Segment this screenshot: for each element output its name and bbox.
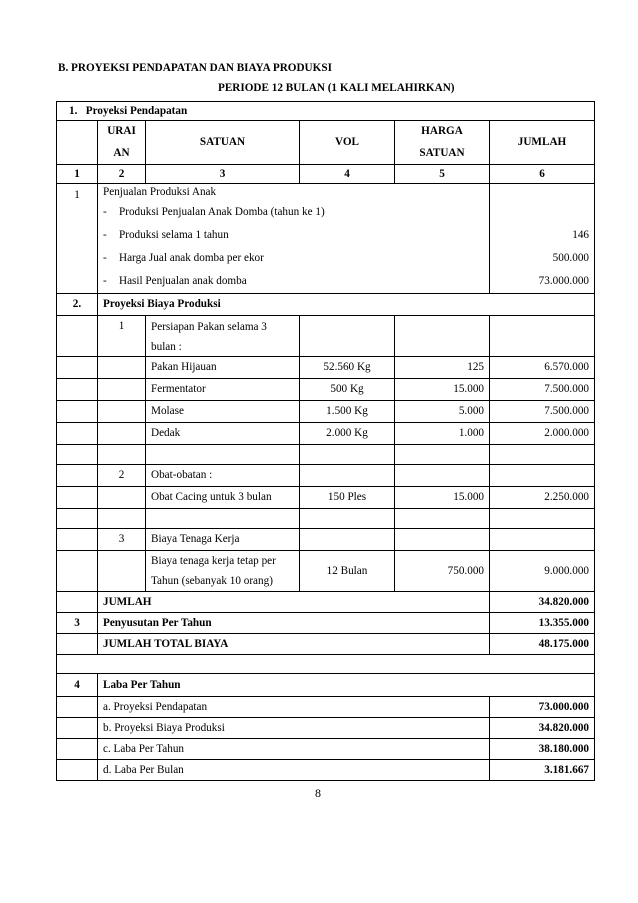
profit-row bbox=[57, 697, 595, 718]
cost-price: 750.000 bbox=[395, 551, 490, 592]
cost-total: 6.570.000 bbox=[490, 357, 595, 379]
group3-header-row bbox=[57, 529, 595, 551]
cost-total: 2.000.000 bbox=[490, 423, 595, 445]
total-row bbox=[57, 634, 595, 655]
section1-label: Proyeksi Pendapatan bbox=[85, 104, 188, 117]
section-heading: B. PROYEKSI PENDAPATAN DAN BIAYA PRODUKSI bbox=[58, 62, 332, 74]
header-uraian-1: URAI bbox=[98, 121, 146, 143]
column-number-row bbox=[57, 165, 595, 184]
header-harga-2: SATUAN bbox=[395, 143, 490, 165]
header-harga-1: HARGA bbox=[395, 121, 490, 143]
income-value: 73.000.000 bbox=[538, 275, 589, 287]
period-subheading: PERIODE 12 BULAN (1 KALI MELAHIRKAN) bbox=[218, 82, 455, 94]
cost-vol: 12 Bulan bbox=[300, 551, 395, 592]
income-row: 1 Penjualan Produksi Anak - Produksi Penjualan Anak Domba (tahun ke 1) - Produksi selama 1 tahun - Harga Jual anak domba per ekor - Hasil Penjualan anak domba 146 500.000 73.000.000 bbox=[57, 184, 595, 294]
profit-row-value: 34.820.000 bbox=[490, 718, 595, 739]
income-title: Penjualan Produksi Anak bbox=[103, 186, 217, 198]
jumlah-label: JUMLAH bbox=[98, 592, 490, 613]
cost-row bbox=[57, 551, 595, 592]
cost-name: Dedak bbox=[146, 423, 300, 445]
page-number: 8 bbox=[315, 786, 321, 800]
cost-vol: 1.500 Kg bbox=[300, 401, 395, 423]
group3-title: Biaya Tenaga Kerja bbox=[146, 529, 300, 551]
group1-title: Persiapan Pakan selama 3 bbox=[151, 321, 267, 333]
group1-header-row bbox=[57, 316, 595, 357]
cost-price: 125 bbox=[395, 357, 490, 379]
profit-row-value: 3.181.667 bbox=[490, 760, 595, 781]
jumlah-value: 34.820.000 bbox=[490, 592, 595, 613]
section2-label: Proyeksi Biaya Produksi bbox=[98, 294, 595, 316]
projection-table bbox=[56, 101, 595, 781]
profit-row-value: 38.180.000 bbox=[490, 739, 595, 760]
profit-header-row bbox=[57, 674, 595, 697]
header-satuan: SATUAN bbox=[146, 121, 300, 165]
cost-row bbox=[57, 401, 595, 423]
cost-name: Molase bbox=[146, 401, 300, 423]
total-value: 48.175.000 bbox=[490, 634, 595, 655]
cost-vol: 500 Kg bbox=[300, 379, 395, 401]
profit-row bbox=[57, 760, 595, 781]
cost-name: Biaya tenaga kerja tetap per bbox=[151, 555, 276, 567]
group2-title: Obat-obatan : bbox=[146, 465, 300, 487]
profit-row-value: 73.000.000 bbox=[490, 697, 595, 718]
depreciation-value: 13.355.000 bbox=[490, 613, 595, 634]
profit-row-label: b. Proyeksi Biaya Produksi bbox=[98, 718, 490, 739]
group3-num: 3 bbox=[98, 529, 146, 551]
profit-row-label: c. Laba Per Tahun bbox=[98, 739, 490, 760]
group2-header-row bbox=[57, 465, 595, 487]
profit-row bbox=[57, 739, 595, 760]
cost-price: 15.000 bbox=[395, 379, 490, 401]
depreciation-num: 3 bbox=[57, 613, 98, 634]
jumlah-row bbox=[57, 592, 595, 613]
section2-num: 2. bbox=[57, 294, 98, 316]
profit-num: 4 bbox=[57, 674, 98, 697]
cost-total: 9.000.000 bbox=[490, 551, 595, 592]
spacer-row bbox=[57, 509, 595, 529]
income-value: 500.000 bbox=[552, 252, 589, 264]
group1-title: bulan : bbox=[151, 341, 182, 353]
cost-row bbox=[57, 379, 595, 401]
income-line: Harga Jual anak domba per ekor bbox=[119, 252, 264, 264]
cost-price: 15.000 bbox=[395, 487, 490, 509]
cost-vol: 2.000 Kg bbox=[300, 423, 395, 445]
header-jumlah: JUMLAH bbox=[490, 121, 595, 165]
cost-price: 5.000 bbox=[395, 401, 490, 423]
spacer-row bbox=[57, 655, 595, 674]
profit-label: Laba Per Tahun bbox=[98, 674, 595, 697]
cost-vol: 52.560 Kg bbox=[300, 357, 395, 379]
header-uraian-2: AN bbox=[98, 143, 146, 165]
profit-row-label: d. Laba Per Bulan bbox=[98, 760, 490, 781]
cost-name: Tahun (sebanyak 10 orang) bbox=[151, 575, 273, 587]
section1-num: 1. bbox=[69, 104, 78, 117]
depreciation-label: Penyusutan Per Tahun bbox=[98, 613, 490, 634]
colnum: 3 bbox=[146, 165, 300, 184]
cost-total: 7.500.000 bbox=[490, 401, 595, 423]
cost-name: Pakan Hijauan bbox=[146, 357, 300, 379]
income-value: 146 bbox=[572, 229, 589, 241]
header-row bbox=[57, 121, 595, 143]
cost-row bbox=[57, 357, 595, 379]
income-line: Produksi selama 1 tahun bbox=[119, 229, 229, 241]
income-num: 1 bbox=[57, 184, 98, 294]
cost-price: 1.000 bbox=[395, 423, 490, 445]
depreciation-row bbox=[57, 613, 595, 634]
colnum: 6 bbox=[490, 165, 595, 184]
group2-num: 2 bbox=[98, 465, 146, 487]
group1-num: 1 bbox=[98, 316, 146, 357]
profit-row bbox=[57, 718, 595, 739]
header-vol: VOL bbox=[300, 121, 395, 165]
spacer-row bbox=[57, 445, 595, 465]
cost-name: Fermentator bbox=[146, 379, 300, 401]
cost-total: 2.250.000 bbox=[490, 487, 595, 509]
colnum: 4 bbox=[300, 165, 395, 184]
profit-row-label: a. Proyeksi Pendapatan bbox=[98, 697, 490, 718]
cost-name: Obat Cacing untuk 3 bulan bbox=[146, 487, 300, 509]
section1-row bbox=[57, 102, 595, 121]
colnum: 1 bbox=[57, 165, 98, 184]
cost-vol: 150 Ples bbox=[300, 487, 395, 509]
colnum: 2 bbox=[98, 165, 146, 184]
income-line: Produksi Penjualan Anak Domba (tahun ke 1) bbox=[119, 206, 325, 218]
section2-row bbox=[57, 294, 595, 316]
total-label: JUMLAH TOTAL BIAYA bbox=[98, 634, 490, 655]
colnum: 5 bbox=[395, 165, 490, 184]
cost-row bbox=[57, 487, 595, 509]
cost-total: 7.500.000 bbox=[490, 379, 595, 401]
cost-row bbox=[57, 423, 595, 445]
income-line: Hasil Penjualan anak domba bbox=[119, 275, 247, 287]
